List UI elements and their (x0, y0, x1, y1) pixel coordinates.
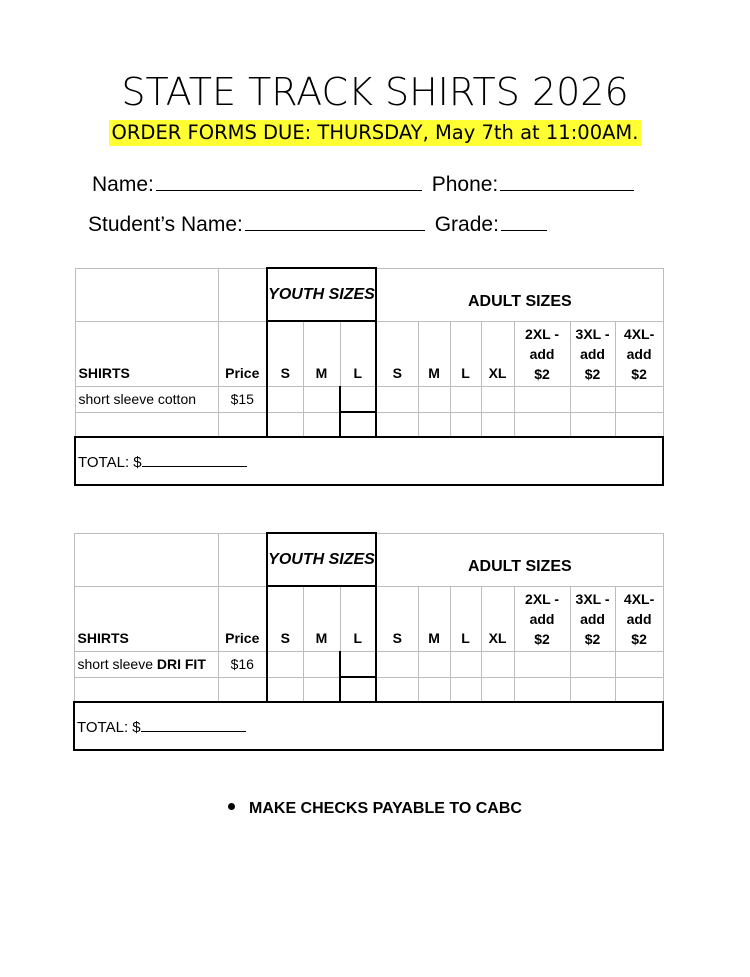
payment-note (228, 800, 522, 818)
qty-cell[interactable] (376, 651, 418, 677)
adult-size-m: M (418, 321, 450, 386)
name-field[interactable] (156, 170, 422, 191)
qty-cell[interactable] (481, 651, 514, 677)
qty-cell[interactable] (514, 651, 570, 677)
size-4xl-price: $2 (631, 365, 647, 382)
header-empty-cell (74, 533, 218, 586)
qty-cell[interactable] (376, 412, 418, 437)
adult-sizes-header: ADULT SIZES (376, 268, 663, 321)
size-3xl-label: 3XL - (575, 325, 610, 342)
qty-cell[interactable] (450, 677, 481, 702)
adult-sizes-header: ADULT SIZES (376, 533, 663, 586)
price-header: Price (218, 321, 267, 386)
student-name-field[interactable] (245, 210, 425, 231)
adult-size-m: M (418, 586, 450, 651)
size-2xl-add: add (529, 610, 555, 627)
header-empty-cell (218, 268, 267, 321)
item-name: short sleeve cotton (78, 391, 197, 407)
student-name-label: Student’s Name: (88, 213, 243, 236)
qty-cell[interactable] (267, 412, 303, 437)
size-4xl-add: add (626, 345, 652, 362)
grade-label: Grade: (434, 213, 499, 236)
qty-cell[interactable] (340, 412, 376, 437)
size-4xl-price: $2 (631, 630, 647, 647)
size-4xl-add: add (626, 610, 652, 627)
adult-size-xl: XL (481, 321, 514, 386)
student-grade-line (88, 210, 551, 237)
total-row (74, 702, 663, 750)
size-2xl-price: $2 (534, 630, 550, 647)
size-3xl-price: $2 (584, 365, 601, 382)
qty-cell[interactable] (418, 412, 450, 437)
phone-label: Phone: (431, 173, 499, 196)
due-banner (0, 120, 750, 146)
youth-sizes-header: YOUTH SIZES (267, 533, 376, 586)
total-row (75, 437, 663, 485)
item-price: $15 (218, 386, 267, 412)
adult-size-l: L (450, 586, 481, 651)
qty-cell[interactable] (340, 677, 376, 702)
total-field[interactable] (141, 717, 246, 732)
youth-size-l: L (340, 321, 376, 386)
blank-item-cell[interactable] (74, 677, 218, 702)
qty-cell[interactable] (570, 412, 615, 437)
qty-cell[interactable] (376, 677, 418, 702)
adult-size-s: S (376, 586, 418, 651)
qty-cell[interactable] (615, 386, 663, 412)
youth-size-s: S (267, 586, 303, 651)
item-name-bold: DRI FIT (156, 656, 206, 672)
blank-price-cell[interactable] (218, 412, 267, 437)
qty-cell[interactable] (615, 677, 663, 702)
name-phone-line (92, 170, 638, 197)
order-table-dri-fit (73, 532, 664, 751)
bullet-icon (228, 803, 235, 810)
adult-size-4xl (615, 586, 663, 651)
blank-item-cell[interactable] (75, 412, 218, 437)
shirts-header: SHIRTS (74, 586, 218, 651)
phone-field[interactable] (500, 170, 634, 191)
size-3xl-add: add (580, 610, 605, 627)
qty-cell[interactable] (450, 412, 481, 437)
qty-cell[interactable] (570, 386, 615, 412)
size-4xl-label: 4XL- (623, 325, 655, 342)
qty-cell[interactable] (570, 651, 615, 677)
price-header: Price (218, 586, 267, 651)
qty-cell[interactable] (303, 677, 340, 702)
adult-size-4xl (615, 321, 663, 386)
total-label: TOTAL: $ (78, 453, 142, 471)
qty-cell[interactable] (418, 677, 450, 702)
adult-size-2xl (514, 586, 570, 651)
qty-cell[interactable] (615, 412, 663, 437)
page-title: STATE TRACK SHIRTS 2026 (121, 70, 629, 114)
name-label: Name: (92, 173, 154, 196)
qty-cell[interactable] (303, 412, 340, 437)
grade-field[interactable] (501, 210, 547, 231)
qty-cell[interactable] (450, 386, 481, 412)
qty-cell[interactable] (267, 651, 303, 677)
size-2xl-label: 2XL - (525, 590, 560, 607)
qty-cell[interactable] (514, 412, 570, 437)
qty-cell[interactable] (303, 651, 340, 677)
youth-size-s: S (267, 321, 303, 386)
due-date-text: ORDER FORMS DUE: THURSDAY, May 7th at 11:00AM. (109, 120, 642, 146)
qty-cell[interactable] (303, 386, 340, 412)
item-name-cell (75, 386, 218, 412)
item-name: short sleeve (77, 656, 157, 672)
size-3xl-label: 3XL - (575, 590, 610, 607)
payment-note-text: MAKE CHECKS PAYABLE TO CABC (249, 800, 522, 817)
size-4xl-label: 4XL- (623, 590, 655, 607)
adult-size-3xl (570, 321, 615, 386)
item-price: $16 (218, 651, 267, 677)
qty-cell[interactable] (267, 386, 303, 412)
qty-cell[interactable] (418, 386, 450, 412)
qty-cell[interactable] (514, 677, 570, 702)
size-2xl-label: 2XL - (525, 325, 560, 342)
youth-size-l: L (340, 586, 376, 651)
header-empty-cell (75, 268, 218, 321)
item-name-cell (74, 651, 218, 677)
size-3xl-price: $2 (584, 630, 601, 647)
adult-size-xl: XL (481, 586, 514, 651)
total-field[interactable] (142, 452, 247, 467)
total-label: TOTAL: $ (77, 718, 141, 736)
youth-size-m: M (303, 586, 340, 651)
qty-cell[interactable] (418, 651, 450, 677)
order-table-cotton (74, 267, 664, 486)
qty-cell[interactable] (376, 386, 418, 412)
size-2xl-price: $2 (534, 365, 550, 382)
qty-cell[interactable] (267, 677, 303, 702)
size-2xl-add: add (529, 345, 555, 362)
qty-cell[interactable] (514, 386, 570, 412)
adult-size-l: L (450, 321, 481, 386)
adult-size-2xl (514, 321, 570, 386)
shirts-header: SHIRTS (75, 321, 218, 386)
youth-size-m: M (303, 321, 340, 386)
qty-cell[interactable] (340, 651, 376, 677)
qty-cell[interactable] (481, 386, 514, 412)
blank-price-cell[interactable] (218, 677, 267, 702)
qty-cell[interactable] (340, 386, 376, 412)
qty-cell[interactable] (570, 677, 615, 702)
adult-size-s: S (376, 321, 418, 386)
qty-cell[interactable] (481, 677, 514, 702)
adult-size-3xl (570, 586, 615, 651)
size-3xl-add: add (580, 345, 605, 362)
header-empty-cell (218, 533, 267, 586)
qty-cell[interactable] (481, 412, 514, 437)
youth-sizes-header: YOUTH SIZES (267, 268, 376, 321)
qty-cell[interactable] (450, 651, 481, 677)
qty-cell[interactable] (615, 651, 663, 677)
